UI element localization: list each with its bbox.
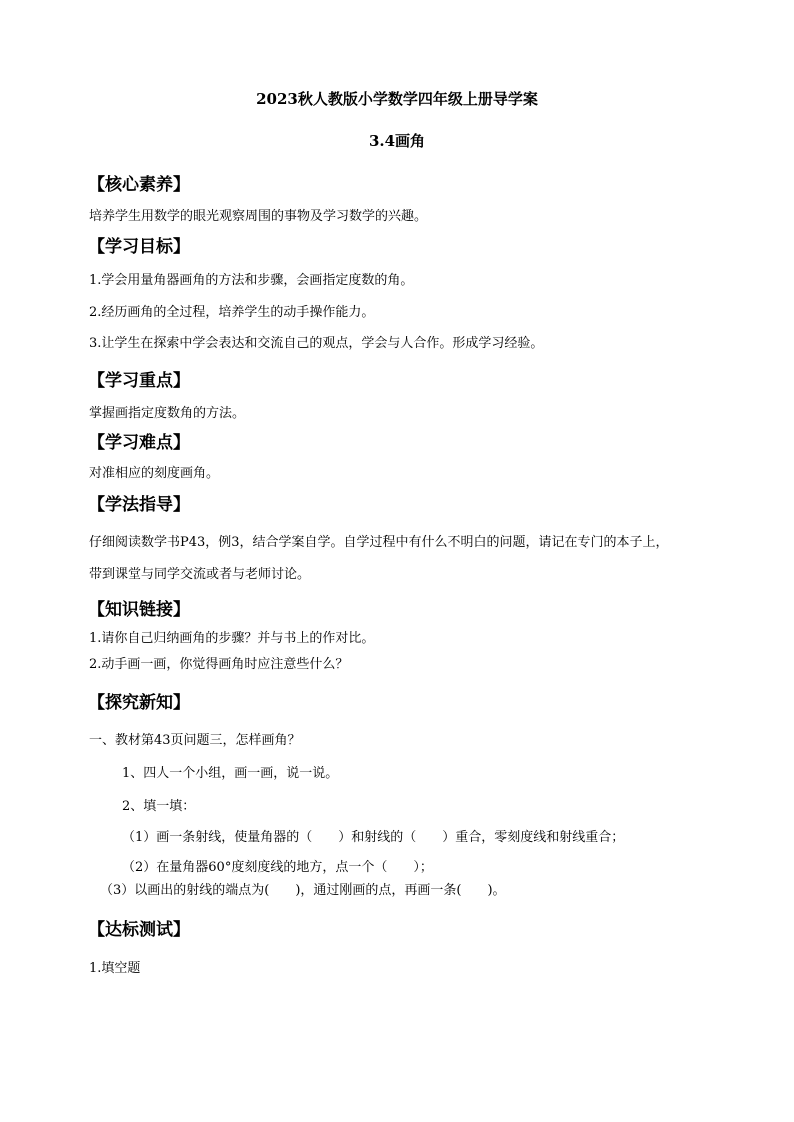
explore-step-1: 1、四人一个小组，画一画，说一说。 (122, 766, 339, 781)
section-heading-core: 【核心素养】 (88, 175, 190, 195)
link-item-2: 2.动手画一画，你觉得画角时应注意些什么？ (89, 657, 349, 672)
difficulty-text: 对准相应的刻度画角。 (89, 466, 220, 481)
explore-step-2: 2、填一填： (122, 799, 196, 814)
core-text: 培养学生用数学的眼光观察周围的事物及学习数学的兴趣。 (89, 209, 428, 224)
fill-blank-2: （2）在量角器60°度刻度线的地方，点一个（ ）； (122, 860, 433, 875)
section-heading-key: 【学习重点】 (88, 371, 190, 391)
section-heading-method: 【学法指导】 (88, 495, 190, 515)
fill-blank-1: （1）画一条射线，使量角器的（ ）和射线的（ ）重合，零刻度线和射线重合； (122, 830, 625, 845)
section-heading-test: 【达标测试】 (88, 920, 190, 940)
document-title: 2023秋人教版小学数学四年级上册导学案 (256, 90, 538, 108)
method-text-line-2: 带到课堂与同学交流或者与老师讨论。 (89, 567, 311, 582)
section-heading-difficulty: 【学习难点】 (88, 433, 190, 453)
method-text-line-1: 仔细阅读数学书P43，例3，结合学案自学。自学过程中有什么不明白的问题，请记在专门的本子上， (89, 535, 669, 550)
section-heading-link: 【知识链接】 (88, 600, 190, 620)
explore-question: 一、教材第43页问题三，怎样画角？ (89, 733, 301, 748)
goal-item-3: 3.让学生在探索中学会表达和交流自己的观点，学会与人合作。形成学习经验。 (89, 336, 544, 351)
key-text: 掌握画指定度数角的方法。 (89, 406, 246, 421)
lesson-title: 3.4画角 (368, 132, 426, 150)
link-item-1: 1.请你自己归纳画角的步骤？并与书上的作对比。 (89, 631, 375, 646)
section-heading-explore: 【探究新知】 (88, 693, 190, 713)
test-item-1: 1.填空题 (89, 961, 141, 976)
fill-blank-3: （3）以画出的射线的端点为( )，通过刚画的点，再画一条( )。 (100, 883, 506, 898)
goal-item-2: 2.经历画角的全过程，培养学生的动手操作能力。 (89, 305, 375, 320)
goal-item-1: 1.学会用量角器画角的方法和步骤，会画指定度数的角。 (89, 273, 414, 288)
section-heading-goals: 【学习目标】 (88, 237, 190, 257)
